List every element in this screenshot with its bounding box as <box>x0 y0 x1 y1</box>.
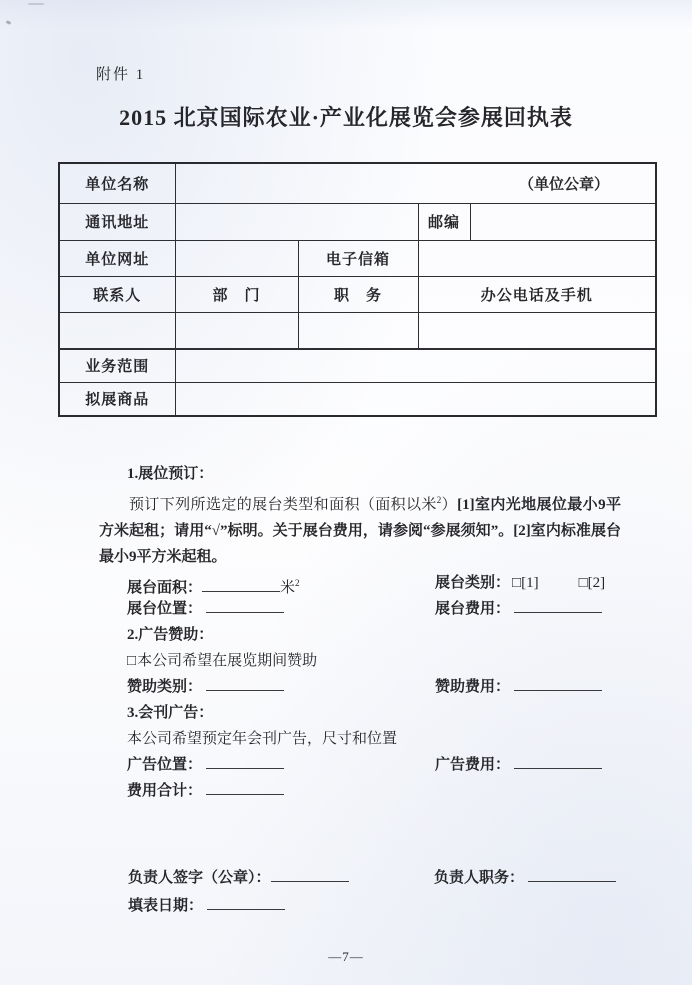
unit-seal-label: （单位公章） <box>519 176 610 193</box>
journal-fee-label: 广告费用： <box>435 757 511 773</box>
postcode-input-cell[interactable] <box>470 203 656 240</box>
business-scope-input-cell[interactable] <box>175 349 656 382</box>
booth-type-label: 展台类别： <box>435 575 511 591</box>
booth-area-row <box>99 570 655 596</box>
booth-area-unit: 米$^2$ <box>280 578 300 596</box>
booth-fee-label: 展台费用： <box>435 601 511 617</box>
contact-label: 联系人 <box>59 276 175 312</box>
page-number: —7— <box>328 949 364 964</box>
sponsor-fee-label: 赞助费用： <box>435 679 511 695</box>
phone-label: 办公电话及手机 <box>418 276 656 312</box>
scan-artifact <box>28 3 44 5</box>
booth-location-row <box>99 596 655 622</box>
booth-fee-blank[interactable] <box>514 598 602 613</box>
date-row <box>128 892 655 920</box>
date-label: 填表日期： <box>128 898 204 914</box>
position-label: 职 务 <box>298 276 418 312</box>
booth-location-label: 展台位置： <box>127 601 203 617</box>
journal-fee-blank[interactable] <box>514 754 602 769</box>
square-meter-superscript: 2 <box>436 495 442 505</box>
department-input-cell[interactable] <box>175 312 298 349</box>
business-scope-label: 业务范围 <box>59 349 175 382</box>
booth-instructions: 预订下列所选定的展台类型和面积（面积以米$^2$）[1]室内光地展位最小9平方米起租；请用“√”标明。关于展台费用，请参阅“参展须知”。[2]室内标准展台最小9平方米起租。 <box>99 495 621 565</box>
department-label: 部 门 <box>175 276 298 312</box>
booth-location-blank[interactable] <box>206 598 284 613</box>
booth-area-label: 展台面积： <box>127 580 203 596</box>
sponsor-section-heading: 2.广告赞助： <box>127 627 214 643</box>
address-label: 通讯地址 <box>59 203 175 240</box>
booth-type-option-1[interactable]: □[1] <box>512 575 539 591</box>
sponsor-intro-text: 本公司希望在展览期间赞助 <box>137 653 318 669</box>
duty-label: 负责人职务： <box>434 870 525 886</box>
booth-section-heading: 1.展位预订： <box>127 466 214 482</box>
journal-section-heading: 3.会刊广告： <box>127 705 214 721</box>
page-title: 2015 北京国际农业·产业化展览会参展回执表 <box>119 105 573 130</box>
booth-area-blank[interactable] <box>202 577 280 592</box>
sponsor-checkbox-icon[interactable]: □ <box>127 653 137 669</box>
postcode-label: 邮编 <box>418 203 470 240</box>
table-row-exhibits <box>59 382 656 416</box>
table-row-contact-header <box>59 276 656 312</box>
sign-label: 负责人签字（公章）： <box>128 870 271 886</box>
table-row-business-scope <box>59 349 656 382</box>
journal-fields-row <box>99 752 655 778</box>
journal-intro-text: 本公司希望预定年会刊广告，尺寸和位置 <box>127 731 398 747</box>
date-blank[interactable] <box>207 895 285 910</box>
form-body <box>99 461 655 804</box>
position-input-cell[interactable] <box>298 312 418 349</box>
unit-name-label: 单位名称 <box>59 163 175 203</box>
signature-block <box>128 864 655 920</box>
table-row-address <box>59 203 656 240</box>
email-input-cell[interactable] <box>418 240 656 276</box>
signature-row <box>128 864 655 892</box>
booth-type-option-2[interactable]: □[2] <box>578 575 606 591</box>
phone-input-cell[interactable] <box>418 312 656 349</box>
table-row-unit-name <box>59 163 656 203</box>
form-table <box>58 162 657 417</box>
journal-intro-row <box>99 726 655 752</box>
sponsor-category-label: 赞助类别： <box>127 679 203 695</box>
duty-blank[interactable] <box>528 867 616 882</box>
email-label: 电子信箱 <box>298 240 418 276</box>
journal-position-blank[interactable] <box>206 754 284 769</box>
address-input-cell[interactable] <box>175 203 418 240</box>
sponsor-fields-row <box>99 674 655 700</box>
sign-blank[interactable] <box>271 867 349 882</box>
contact-input-cell[interactable] <box>59 312 175 349</box>
attachment-label: 附件 1 <box>96 67 146 83</box>
scan-artifact <box>6 20 12 25</box>
exhibits-label: 拟展商品 <box>59 382 175 416</box>
exhibits-input-cell[interactable] <box>175 382 656 416</box>
journal-position-label: 广告位置： <box>127 757 203 773</box>
total-fee-row <box>99 778 655 804</box>
total-fee-label: 费用合计： <box>127 783 203 799</box>
sponsor-intro-row <box>99 648 655 674</box>
sponsor-category-blank[interactable] <box>206 676 284 691</box>
website-input-cell[interactable] <box>175 240 298 276</box>
sponsor-fee-blank[interactable] <box>514 676 602 691</box>
unit-name-input-cell[interactable] <box>175 163 656 203</box>
table-row-contact-input <box>59 312 656 349</box>
total-fee-blank[interactable] <box>206 780 284 795</box>
table-row-website <box>59 240 656 276</box>
website-label: 单位网址 <box>59 240 175 276</box>
